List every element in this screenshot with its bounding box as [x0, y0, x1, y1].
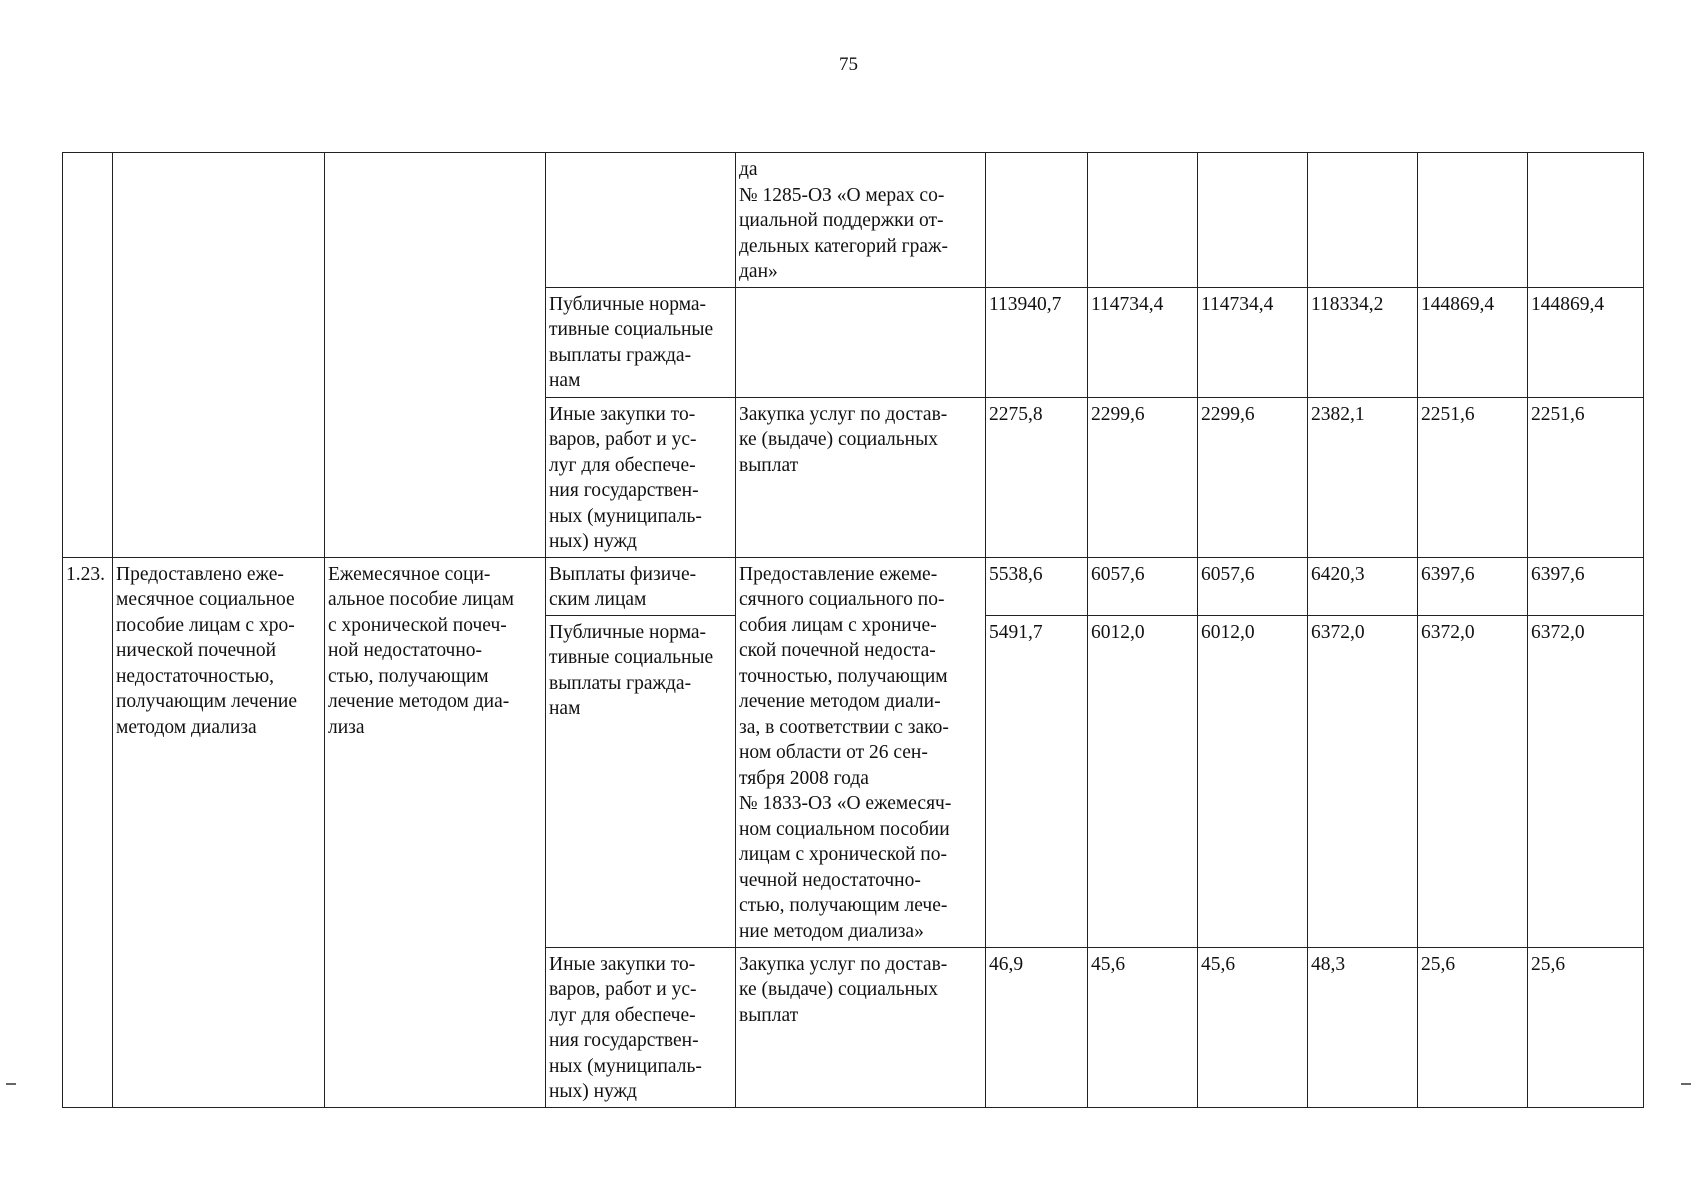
value-cell: 144869,4	[1418, 287, 1528, 397]
table-row	[63, 153, 1644, 288]
item-number-cell: 1.23.	[63, 557, 113, 1107]
expense-type-cell: Иные закупки то- варов, работ и ус- луг для обеспече- ния государствен- ных (муниципаль- ных) нужд	[546, 947, 736, 1107]
value-cell: 6397,6	[1528, 557, 1644, 615]
item-number-cell	[63, 153, 113, 558]
page-number: 75	[839, 54, 858, 75]
legal-basis-cell: Предоставление ежеме- сячного социального по- собия лицам с хрониче- ской почечной недоста- точностью, получающим лечение методом диали- за, в соответствии с зако- ном области от 26 сен- тября 2008 года № 1833-ОЗ «О ежемесяч- ном социальном пособии лицам с хронической по- чечной недостаточно- стью, получающим лече- ние методом диализа»	[736, 557, 986, 947]
value-cell	[1528, 153, 1644, 288]
value-cell: 6012,0	[1198, 615, 1308, 947]
value-cell: 46,9	[986, 947, 1088, 1107]
value-cell: 6012,0	[1088, 615, 1198, 947]
value-cell: 114734,4	[1198, 287, 1308, 397]
legal-basis-cell: да № 1285-ОЗ «О мерах со- циальной поддержки от- дельных категорий граж- дан»	[736, 153, 986, 288]
value-cell: 6420,3	[1308, 557, 1418, 615]
value-cell: 6057,6	[1088, 557, 1198, 615]
value-cell: 6372,0	[1308, 615, 1418, 947]
value-cell	[1088, 153, 1198, 288]
scan-edge-mark	[1681, 1083, 1691, 1085]
expense-type-cell	[546, 153, 736, 288]
expense-type-cell: Публичные норма- тивные социальные выплаты гражда- нам	[546, 287, 736, 397]
value-cell: 2299,6	[1198, 397, 1308, 557]
value-cell: 114734,4	[1088, 287, 1198, 397]
value-cell: 2251,6	[1418, 397, 1528, 557]
value-cell	[1198, 153, 1308, 288]
value-cell: 2299,6	[1088, 397, 1198, 557]
value-cell	[1418, 153, 1528, 288]
scan-edge-mark	[6, 1083, 16, 1085]
value-cell: 6057,6	[1198, 557, 1308, 615]
value-cell: 5538,6	[986, 557, 1088, 615]
value-cell	[1308, 153, 1418, 288]
value-cell: 113940,7	[986, 287, 1088, 397]
value-cell: 144869,4	[1528, 287, 1644, 397]
value-cell: 2275,8	[986, 397, 1088, 557]
description-cell	[736, 287, 986, 397]
result-cell	[113, 153, 325, 558]
expense-type-cell: Иные закупки то- варов, работ и ус- луг для обеспече- ния государствен- ных (муниципаль- ных) нужд	[546, 397, 736, 557]
expense-type-cell: Публичные норма- тивные социальные выплаты гражда- нам	[546, 615, 736, 947]
budget-table	[62, 152, 1644, 1108]
value-cell: 6372,0	[1418, 615, 1528, 947]
measure-cell: Ежемесячное соци- альное пособие лицам с хронической почеч- ной недостаточно- стью, получающим лечение методом диа- лиза	[325, 557, 546, 1107]
value-cell: 25,6	[1418, 947, 1528, 1107]
value-cell: 2382,1	[1308, 397, 1418, 557]
value-cell	[986, 153, 1088, 288]
result-cell: Предоставлено еже- месячное социальное пособие лицам с хро- нической почечной недостаточностью, получающим лечение методом диализа	[113, 557, 325, 1107]
value-cell: 5491,7	[986, 615, 1088, 947]
description-cell: Закупка услуг по достав- ке (выдаче) социальных выплат	[736, 947, 986, 1107]
table-row	[63, 557, 1644, 615]
value-cell: 48,3	[1308, 947, 1418, 1107]
measure-cell	[325, 153, 546, 558]
value-cell: 45,6	[1198, 947, 1308, 1107]
value-cell: 2251,6	[1528, 397, 1644, 557]
value-cell: 6372,0	[1528, 615, 1644, 947]
expense-type-cell: Выплаты физиче- ским лицам	[546, 557, 736, 615]
value-cell: 118334,2	[1308, 287, 1418, 397]
value-cell: 45,6	[1088, 947, 1198, 1107]
description-cell: Закупка услуг по достав- ке (выдаче) социальных выплат	[736, 397, 986, 557]
value-cell: 6397,6	[1418, 557, 1528, 615]
value-cell: 25,6	[1528, 947, 1644, 1107]
